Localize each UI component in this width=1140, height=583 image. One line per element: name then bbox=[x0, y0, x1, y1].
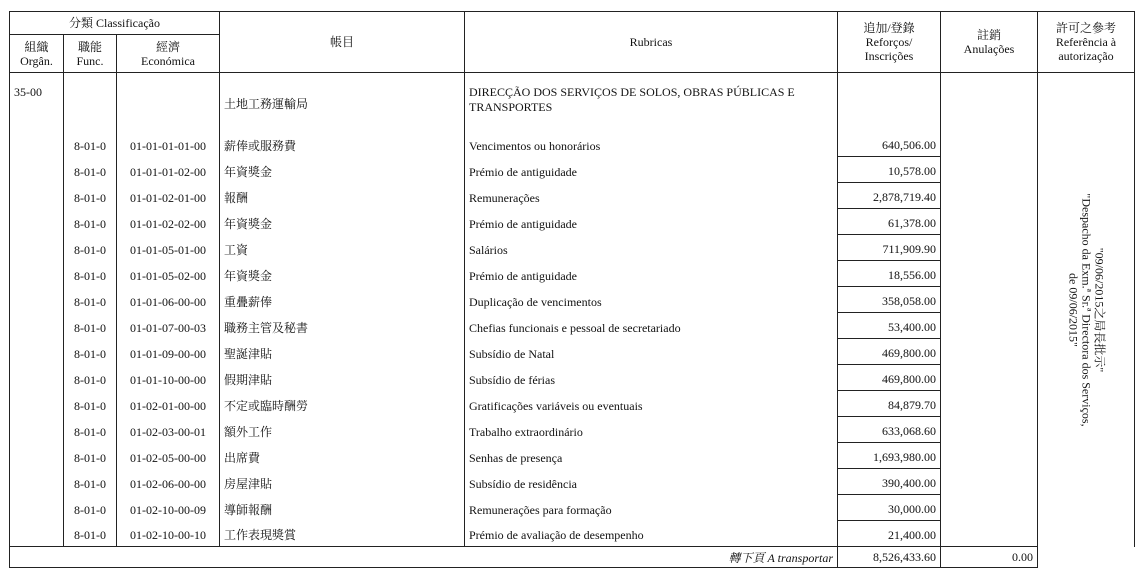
row-reforco-amount: 469,800.00 bbox=[838, 339, 941, 365]
row-reforco-amount: 358,058.00 bbox=[838, 287, 941, 313]
table-row bbox=[10, 495, 1135, 521]
anulacoes-header-pt: Anulações bbox=[963, 42, 1015, 56]
organ-header bbox=[10, 35, 64, 73]
row-econ-code: 01-02-01-00-00 bbox=[117, 391, 220, 417]
row-anulacao-amount bbox=[941, 287, 1038, 313]
row-rubrica-pt: Trabalho extraordinário bbox=[465, 417, 838, 443]
organ-name-zh: 土地工務運輸局 bbox=[220, 73, 465, 131]
reference-line-1: "09/06/2015之局長批示" bbox=[1092, 247, 1107, 372]
row-reforco-amount: 633,068.60 bbox=[838, 417, 941, 443]
row-anulacao-amount bbox=[941, 365, 1038, 391]
row-func-code: 8-01-0 bbox=[64, 469, 117, 495]
row-rubrica-pt: Remunerações bbox=[465, 183, 838, 209]
reference-header-pt1: Referência à bbox=[1055, 35, 1117, 49]
transport-label-pt: A transportar bbox=[767, 550, 833, 565]
row-organ-cell bbox=[10, 469, 64, 495]
row-account-zh: 工作表現獎賞 bbox=[220, 521, 465, 547]
table-row bbox=[10, 521, 1135, 547]
anulacoes-header bbox=[941, 12, 1038, 73]
row-func-code: 8-01-0 bbox=[64, 339, 117, 365]
row-organ-cell bbox=[10, 443, 64, 469]
row-econ-code: 01-01-05-01-00 bbox=[117, 235, 220, 261]
row-reforco-amount: 21,400.00 bbox=[838, 521, 941, 547]
row-anulacao-amount bbox=[941, 157, 1038, 183]
reforcos-header-pt1: Reforços/ bbox=[865, 35, 913, 49]
row-rubrica-pt: Prémio de avaliação de desempenho bbox=[465, 521, 838, 547]
row-anulacao-amount bbox=[941, 209, 1038, 235]
row-organ-cell bbox=[10, 365, 64, 391]
table-row bbox=[10, 261, 1135, 287]
row-func-code: 8-01-0 bbox=[64, 131, 117, 157]
row-organ-cell bbox=[10, 209, 64, 235]
row-econ-code: 01-02-10-00-10 bbox=[117, 521, 220, 547]
budget-ledger-table bbox=[9, 11, 1135, 568]
row-anulacao-amount bbox=[941, 235, 1038, 261]
row-reforco-amount: 640,506.00 bbox=[838, 131, 941, 157]
table-row bbox=[10, 365, 1135, 391]
row-econ-code: 01-01-02-01-00 bbox=[117, 183, 220, 209]
row-rubrica-pt: Senhas de presença bbox=[465, 443, 838, 469]
authorization-reference-text bbox=[1067, 193, 1106, 426]
row-econ-code: 01-02-03-00-01 bbox=[117, 417, 220, 443]
row-anulacao-amount bbox=[941, 261, 1038, 287]
organ-header-pt: Orgân. bbox=[20, 53, 53, 68]
organ-code: 35-00 bbox=[10, 73, 64, 131]
row-account-zh: 聖誕津貼 bbox=[220, 339, 465, 365]
row-econ-code: 01-02-05-00-00 bbox=[117, 443, 220, 469]
table-header bbox=[10, 12, 1135, 73]
row-reforco-amount: 18,556.00 bbox=[838, 261, 941, 287]
reference-line-2: "Despacho da Exm.ª Sr.ª Directora dos Serviços, bbox=[1079, 193, 1094, 427]
table-row bbox=[10, 391, 1135, 417]
reference-line-3: de 09/06/2015" bbox=[1066, 272, 1081, 347]
row-rubrica-pt: Subsídio de residência bbox=[465, 469, 838, 495]
table-row bbox=[10, 183, 1135, 209]
organ-header-zh: 組織 bbox=[24, 39, 49, 54]
table-row bbox=[10, 287, 1135, 313]
row-econ-code: 01-01-06-00-00 bbox=[117, 287, 220, 313]
row-account-zh: 出席費 bbox=[220, 443, 465, 469]
row-func-code: 8-01-0 bbox=[64, 365, 117, 391]
row-reforco-amount: 84,879.70 bbox=[838, 391, 941, 417]
row-organ-cell bbox=[10, 313, 64, 339]
transport-total-row bbox=[10, 547, 1135, 568]
row-account-zh: 額外工作 bbox=[220, 417, 465, 443]
reforcos-header-zh: 追加/登錄 bbox=[863, 21, 915, 35]
reforcos-header bbox=[838, 12, 941, 73]
row-anulacao-amount bbox=[941, 183, 1038, 209]
total-reforcos: 8,526,433.60 bbox=[838, 547, 941, 568]
row-anulacao-amount bbox=[941, 521, 1038, 547]
table-row bbox=[10, 157, 1135, 183]
row-account-zh: 報酬 bbox=[220, 183, 465, 209]
row-econ-code: 01-02-10-00-09 bbox=[117, 495, 220, 521]
row-organ-cell bbox=[10, 157, 64, 183]
row-reforco-amount: 10,578.00 bbox=[838, 157, 941, 183]
row-rubrica-pt: Duplicação de vencimentos bbox=[465, 287, 838, 313]
row-func-code: 8-01-0 bbox=[64, 261, 117, 287]
row-reforco-amount: 711,909.90 bbox=[838, 235, 941, 261]
row-account-zh: 年資獎金 bbox=[220, 157, 465, 183]
row-reforco-amount: 2,878,719.40 bbox=[838, 183, 941, 209]
reforcos-header-pt2: Inscrições bbox=[864, 49, 914, 63]
row-reforco-amount: 30,000.00 bbox=[838, 495, 941, 521]
row-rubrica-pt: Vencimentos ou honorários bbox=[465, 131, 838, 157]
func-header-zh: 職能 bbox=[77, 39, 102, 54]
row-reforco-amount: 1,693,980.00 bbox=[838, 443, 941, 469]
organ-row bbox=[10, 73, 1135, 131]
row-func-code: 8-01-0 bbox=[64, 157, 117, 183]
row-econ-code: 01-01-01-01-00 bbox=[117, 131, 220, 157]
row-econ-code: 01-01-02-02-00 bbox=[117, 209, 220, 235]
row-func-code: 8-01-0 bbox=[64, 209, 117, 235]
row-account-zh: 年資獎金 bbox=[220, 261, 465, 287]
row-account-zh: 薪俸或服務費 bbox=[220, 131, 465, 157]
table-row bbox=[10, 443, 1135, 469]
row-organ-cell bbox=[10, 235, 64, 261]
table-row bbox=[10, 339, 1135, 365]
row-rubrica-pt: Prémio de antiguidade bbox=[465, 157, 838, 183]
row-rubrica-pt: Subsídio de férias bbox=[465, 365, 838, 391]
row-func-code: 8-01-0 bbox=[64, 521, 117, 547]
table-body bbox=[10, 73, 1135, 547]
row-anulacao-amount bbox=[941, 443, 1038, 469]
row-account-zh: 導師報酬 bbox=[220, 495, 465, 521]
econ-header-zh: 經濟 bbox=[155, 39, 180, 54]
table-row bbox=[10, 235, 1135, 261]
row-econ-code: 01-01-07-00-03 bbox=[117, 313, 220, 339]
row-anulacao-amount bbox=[941, 417, 1038, 443]
transport-label-zh: 轉下頁 bbox=[728, 550, 765, 565]
row-econ-code: 01-01-01-02-00 bbox=[117, 157, 220, 183]
total-anulacoes: 0.00 bbox=[941, 547, 1038, 568]
table-row bbox=[10, 209, 1135, 235]
row-organ-cell bbox=[10, 521, 64, 547]
row-reforco-amount: 53,400.00 bbox=[838, 313, 941, 339]
row-econ-code: 01-01-05-02-00 bbox=[117, 261, 220, 287]
table-row bbox=[10, 313, 1135, 339]
table-row bbox=[10, 469, 1135, 495]
row-organ-cell bbox=[10, 391, 64, 417]
func-header-pt: Func. bbox=[76, 53, 104, 68]
row-account-zh: 工資 bbox=[220, 235, 465, 261]
econ-header bbox=[117, 35, 220, 73]
row-organ-cell bbox=[10, 339, 64, 365]
row-account-zh: 年資獎金 bbox=[220, 209, 465, 235]
row-organ-cell bbox=[10, 261, 64, 287]
budget-ledger-page bbox=[9, 11, 1134, 573]
row-econ-code: 01-01-10-00-00 bbox=[117, 365, 220, 391]
row-organ-cell bbox=[10, 287, 64, 313]
func-header bbox=[64, 35, 117, 73]
row-econ-code: 01-01-09-00-00 bbox=[117, 339, 220, 365]
row-organ-cell bbox=[10, 183, 64, 209]
row-account-zh: 不定或臨時酬勞 bbox=[220, 391, 465, 417]
row-reforco-amount: 61,378.00 bbox=[838, 209, 941, 235]
row-func-code: 8-01-0 bbox=[64, 391, 117, 417]
row-account-zh: 重疊薪俸 bbox=[220, 287, 465, 313]
reference-header-zh: 許可之參考 bbox=[1055, 21, 1116, 35]
table-row bbox=[10, 131, 1135, 157]
row-anulacao-amount bbox=[941, 391, 1038, 417]
row-rubrica-pt: Prémio de antiguidade bbox=[465, 209, 838, 235]
row-account-zh: 職務主管及秘書 bbox=[220, 313, 465, 339]
row-func-code: 8-01-0 bbox=[64, 495, 117, 521]
row-func-code: 8-01-0 bbox=[64, 183, 117, 209]
row-rubrica-pt: Gratificações variáveis ou eventuais bbox=[465, 391, 838, 417]
rubricas-header: Rubricas bbox=[465, 12, 838, 73]
row-reforco-amount: 390,400.00 bbox=[838, 469, 941, 495]
row-reforco-amount: 469,800.00 bbox=[838, 365, 941, 391]
reference-header bbox=[1038, 12, 1135, 73]
authorization-reference bbox=[1038, 73, 1135, 547]
row-account-zh: 假期津貼 bbox=[220, 365, 465, 391]
row-func-code: 8-01-0 bbox=[64, 235, 117, 261]
row-anulacao-amount bbox=[941, 495, 1038, 521]
transport-label bbox=[10, 547, 838, 568]
row-rubrica-pt: Chefias funcionais e pessoal de secretariado bbox=[465, 313, 838, 339]
anulacoes-header-zh: 註銷 bbox=[976, 28, 1001, 42]
row-rubrica-pt: Prémio de antiguidade bbox=[465, 261, 838, 287]
row-rubrica-pt: Subsídio de Natal bbox=[465, 339, 838, 365]
row-econ-code: 01-02-06-00-00 bbox=[117, 469, 220, 495]
row-func-code: 8-01-0 bbox=[64, 313, 117, 339]
row-organ-cell bbox=[10, 131, 64, 157]
row-anulacao-amount bbox=[941, 131, 1038, 157]
account-header: 帳目 bbox=[220, 12, 465, 73]
table-row bbox=[10, 417, 1135, 443]
organ-name-pt: DIRECÇÃO DOS SERVIÇOS DE SOLOS, OBRAS PÚBLICAS E TRANSPORTES bbox=[465, 73, 838, 131]
row-rubrica-pt: Remunerações para formação bbox=[465, 495, 838, 521]
row-account-zh: 房屋津貼 bbox=[220, 469, 465, 495]
row-rubrica-pt: Salários bbox=[465, 235, 838, 261]
classification-header: 分類 Classificação bbox=[10, 12, 220, 35]
row-func-code: 8-01-0 bbox=[64, 417, 117, 443]
row-anulacao-amount bbox=[941, 469, 1038, 495]
row-func-code: 8-01-0 bbox=[64, 287, 117, 313]
row-func-code: 8-01-0 bbox=[64, 443, 117, 469]
row-organ-cell bbox=[10, 417, 64, 443]
row-anulacao-amount bbox=[941, 339, 1038, 365]
econ-header-pt: Económica bbox=[141, 53, 195, 68]
row-anulacao-amount bbox=[941, 313, 1038, 339]
row-organ-cell bbox=[10, 495, 64, 521]
reference-header-pt2: autorização bbox=[1058, 49, 1114, 63]
